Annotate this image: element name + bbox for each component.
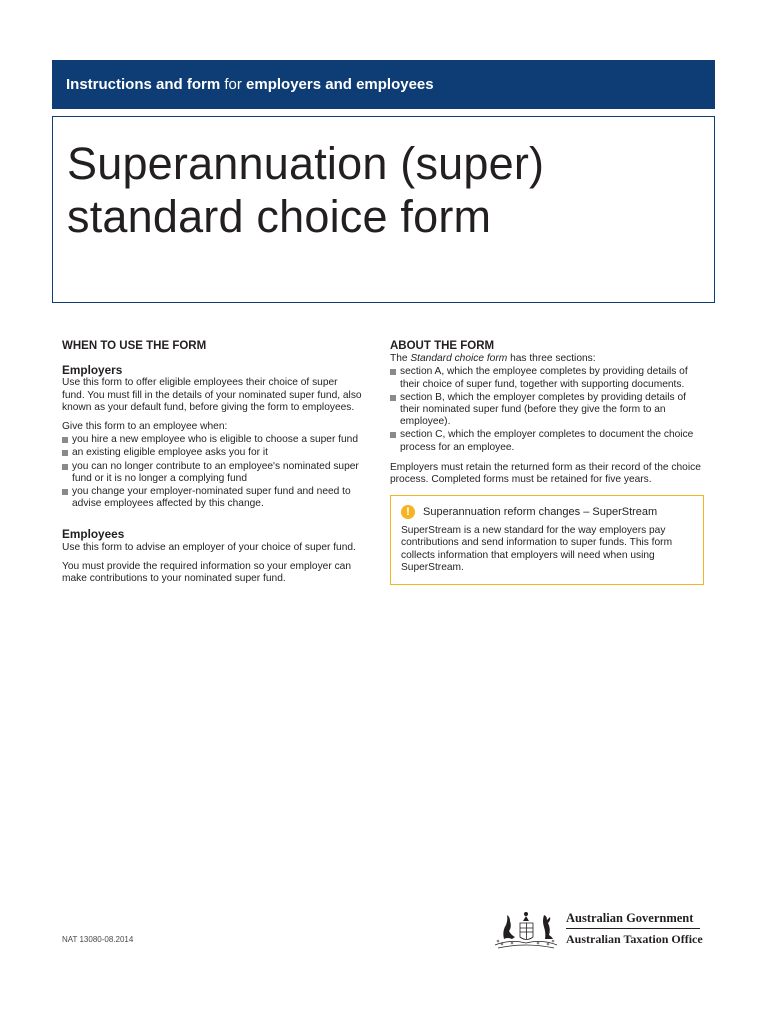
about-the-form-heading: ABOUT THE FORM bbox=[390, 340, 495, 352]
when-to-use-heading: WHEN TO USE THE FORM bbox=[62, 340, 207, 352]
square-bullet-icon bbox=[62, 450, 68, 456]
list-item-text: you can no longer contribute to an employee's nominated super fund or it is no longer a complying fund bbox=[72, 460, 359, 484]
banner-text-for: for bbox=[220, 76, 247, 93]
logo-divider bbox=[566, 928, 700, 929]
square-bullet-icon bbox=[62, 489, 68, 495]
list-item-text: you hire a new employee who is eligible to choose a super fund bbox=[72, 434, 358, 446]
page-title-line1: Superannuation (super) bbox=[67, 138, 545, 189]
logo-text bbox=[566, 911, 703, 946]
square-bullet-icon bbox=[390, 369, 396, 375]
list-item bbox=[62, 486, 362, 510]
retention-paragraph: Employers must retain the returned form as their record of the choice process. Completed forms must be retained for five years. bbox=[390, 461, 701, 486]
employees-paragraph-2: You must provide the required information so your employer can make contributions to your nominated super fund. bbox=[62, 560, 351, 585]
square-bullet-icon bbox=[390, 395, 396, 401]
list-item bbox=[390, 429, 704, 453]
about-intro-pre: The bbox=[390, 353, 411, 365]
logo-agency-name: Australian Taxation Office bbox=[566, 932, 703, 946]
square-bullet-icon bbox=[62, 437, 68, 443]
list-item bbox=[390, 392, 704, 429]
banner-text-instructions: Instructions and form bbox=[66, 76, 221, 93]
logo-government-name: Australian Government bbox=[566, 911, 694, 925]
callout-title: Superannuation reform changes – SuperStream bbox=[423, 506, 658, 519]
employers-bullet-list bbox=[62, 434, 362, 510]
employers-heading: Employers bbox=[62, 363, 123, 378]
ato-logo bbox=[490, 903, 710, 953]
title-box bbox=[52, 116, 715, 303]
form-code: NAT 13080-08.2014 bbox=[62, 935, 134, 944]
list-item-text: you change your employer-nominated super fund and need to advise employees affected by this change. bbox=[72, 486, 351, 510]
employers-paragraph-2: Give this form to an employee when: bbox=[62, 421, 228, 433]
warning-icon: ! bbox=[401, 505, 415, 519]
header-banner bbox=[52, 60, 715, 109]
page-title-line2: standard choice form bbox=[67, 191, 492, 242]
about-the-form-section bbox=[390, 340, 704, 585]
when-to-use-section bbox=[62, 340, 362, 592]
about-intro-post: has three sections: bbox=[507, 353, 596, 365]
square-bullet-icon bbox=[390, 432, 396, 438]
list-item bbox=[62, 434, 362, 446]
employers-paragraph-1: Use this form to offer eligible employees their choice of super fund. You must fill in the details of your nominated super fund, also known as your default fund, before giving the form to employees. bbox=[62, 377, 362, 413]
page-title bbox=[67, 137, 714, 243]
banner-text-audience: employers and employees bbox=[246, 76, 434, 93]
sections-bullet-list bbox=[390, 366, 704, 453]
list-item-text: section C, which the employer completes to document the choice process for an employee. bbox=[400, 429, 694, 453]
list-item bbox=[390, 366, 704, 390]
coat-of-arms-icon bbox=[490, 903, 562, 953]
list-item bbox=[62, 461, 362, 485]
callout-body: SuperStream is a new standard for the way employers pay contributions and send information to super funds. This form collects information that employers will need when using SuperStream. bbox=[401, 525, 673, 573]
employees-heading: Employees bbox=[62, 527, 125, 542]
list-item bbox=[62, 447, 362, 459]
employees-paragraph-1: Use this form to advise an employer of your choice of super fund. bbox=[62, 541, 356, 553]
about-intro bbox=[390, 353, 704, 365]
superstream-callout bbox=[390, 495, 704, 585]
list-item-text: an existing eligible employee asks you for it bbox=[72, 447, 268, 459]
square-bullet-icon bbox=[62, 464, 68, 470]
about-intro-form-name: Standard choice form bbox=[410, 353, 508, 365]
list-item-text: section B, which the employer completes by providing details of their nominated super fund (before they give the form to an employee). bbox=[400, 391, 686, 428]
callout-header bbox=[401, 505, 693, 519]
list-item-text: section A, which the employee completes by providing details of their choice of super fund, together with supporting documents. bbox=[400, 366, 688, 390]
